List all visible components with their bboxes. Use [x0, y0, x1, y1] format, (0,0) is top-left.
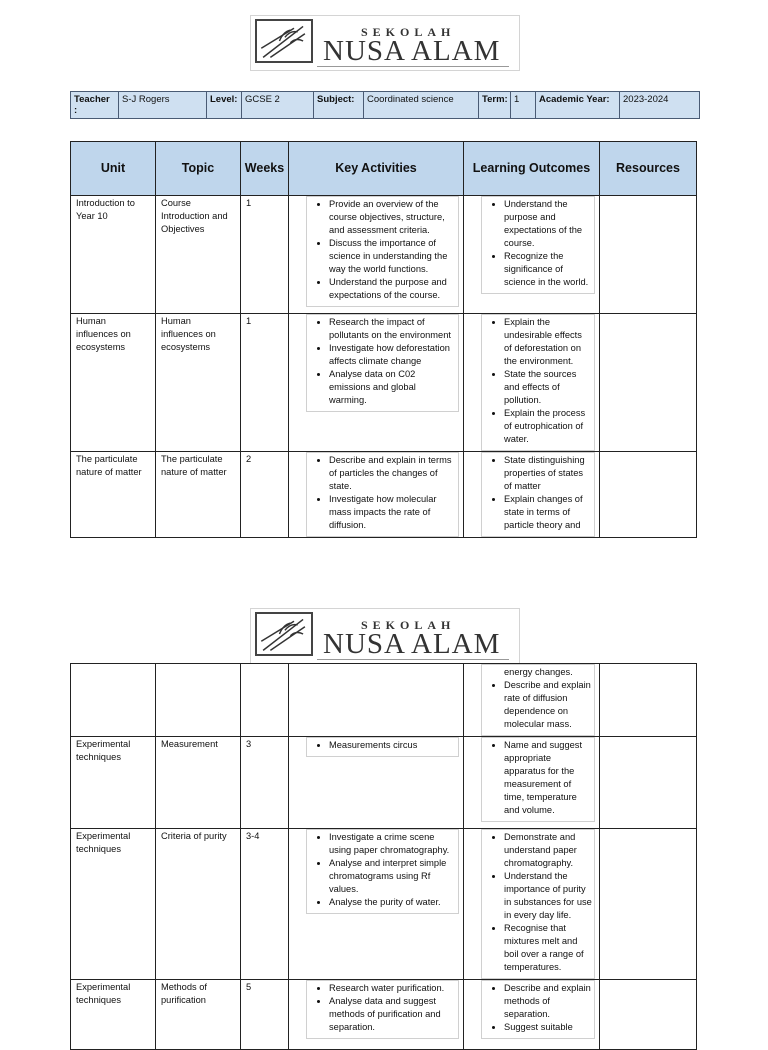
academic-year-value: 2023-2024 [620, 92, 700, 119]
unit-cell: Experimental techniques [71, 737, 156, 829]
outcome-item: • State distinguishing properties of states of matter [504, 454, 592, 493]
resources-cell [600, 196, 697, 314]
activities-cell [289, 829, 464, 980]
outcome-item: • Understand the importance of purity in substances for use in every day life. [504, 870, 592, 922]
activity-item: • Analyse data and suggest methods of purification and separation. [329, 995, 456, 1034]
activities-cell [289, 980, 464, 1050]
outcomes-cell [464, 196, 600, 314]
outcome-item: • Describe and explain rate of diffusion dependence on molecular mass. [504, 679, 592, 731]
outcome-item: • Demonstrate and understand paper chromatography. [504, 831, 592, 870]
outcome-continuation: energy changes. [504, 667, 573, 677]
column-header-unit: Unit [71, 142, 156, 196]
unit-cell: Experimental techniques [71, 980, 156, 1050]
activity-item: • Research the impact of pollutants on the environment [329, 316, 456, 342]
activity-item: • Research water purification. [329, 982, 456, 995]
scheme-of-work-table [70, 141, 697, 538]
unit-cell: Experimental techniques [71, 829, 156, 980]
logo-underline [317, 66, 509, 67]
resources-cell [600, 737, 697, 829]
weeks-cell: 2 [241, 452, 289, 538]
activity-item: • Analyse and interpret simple chromatograms using Rf values. [329, 857, 456, 896]
school-logo [250, 15, 520, 71]
outcome-item: • Explain the undesirable effects of deforestation on the environment. [504, 316, 592, 368]
subject-label: Subject: [314, 92, 364, 119]
activities-cell [289, 196, 464, 314]
activity-item: • Understand the purpose and expectations of the course. [329, 276, 456, 302]
topic-cell: Methods of purification [156, 980, 241, 1050]
resources-cell [600, 980, 697, 1050]
activity-item: • Investigate a crime scene using paper chromatography. [329, 831, 456, 857]
topic-cell: Criteria of purity [156, 829, 241, 980]
term-label: Term: [479, 92, 511, 119]
topic-cell: Human influences on ecosystems [156, 314, 241, 452]
table-row [71, 737, 697, 829]
column-header-weeks: Weeks [241, 142, 289, 196]
weeks-cell: 3 [241, 737, 289, 829]
topic-cell: Course Introduction and Objectives [156, 196, 241, 314]
outcome-item: • Understand the purpose and expectations of the course. [504, 198, 592, 250]
resources-cell [600, 664, 697, 737]
teacher-label: Teacher : [71, 92, 119, 119]
activities-cell [289, 664, 464, 737]
weeks-cell: 5 [241, 980, 289, 1050]
resources-cell [600, 452, 697, 538]
teacher-value: S-J Rogers [119, 92, 207, 119]
table-row [71, 196, 697, 314]
outcome-item: • Name and suggest appropriate apparatus for the measurement of time, temperature and volume. [504, 739, 592, 817]
activities-cell [289, 737, 464, 829]
outcome-item: • Explain the process of eutrophication of water. [504, 407, 592, 446]
topic-cell: Measurement [156, 737, 241, 829]
column-header-resources: Resources [600, 142, 697, 196]
logo-top-text: SEKOLAH [361, 618, 456, 632]
topic-cell: The particulate nature of matter [156, 452, 241, 538]
unit-cell: Human influences on ecosystems [71, 314, 156, 452]
weeks-cell: 1 [241, 196, 289, 314]
column-header-key-activities: Key Activities [289, 142, 464, 196]
outcome-item: • Describe and explain methods of separation. [504, 982, 592, 1021]
subject-value: Coordinated science [364, 92, 479, 119]
logo-main-text: NUSA ALAM [323, 628, 501, 660]
outcomes-cell [464, 452, 600, 538]
activity-item: • Measurements circus [329, 739, 456, 752]
activity-item: • Investigate how deforestation affects climate change [329, 342, 456, 368]
unit-cell [71, 664, 156, 737]
weeks-cell: 1 [241, 314, 289, 452]
academic-year-label: Academic Year: [536, 92, 620, 119]
term-value: 1 [511, 92, 536, 119]
table-row [71, 829, 697, 980]
outcomes-cell [464, 664, 600, 737]
table-header-row [71, 142, 697, 196]
outcome-item: • Suggest suitable [504, 1021, 592, 1034]
outcomes-cell [464, 737, 600, 829]
unit-cell: Introduction to Year 10 [71, 196, 156, 314]
resources-cell [600, 829, 697, 980]
logo-main-text: NUSA ALAM [323, 35, 501, 67]
level-label: Level: [207, 92, 242, 119]
activity-item: • Provide an overview of the course objectives, structure, and assessment criteria. [329, 198, 456, 237]
wheat-emblem-icon [255, 612, 313, 656]
course-info-table [70, 91, 700, 119]
wheat-emblem-icon [255, 19, 313, 63]
table-row [71, 452, 697, 538]
logo-underline [317, 659, 509, 660]
activity-item: • Describe and explain in terms of particles the changes of state. [329, 454, 456, 493]
outcome-item: • State the sources and effects of pollution. [504, 368, 592, 407]
logo-top-text: SEKOLAH [361, 25, 456, 39]
table-row [71, 664, 697, 737]
activity-item: • Analyse the purity of water. [329, 896, 456, 909]
activity-item: • Discuss the importance of science in understanding the way the world functions. [329, 237, 456, 276]
outcome-item: • Explain changes of state in terms of particle theory and [504, 493, 592, 532]
activities-cell [289, 452, 464, 538]
topic-cell [156, 664, 241, 737]
activity-item: • Investigate how molecular mass impacts the rate of diffusion. [329, 493, 456, 532]
resources-cell [600, 314, 697, 452]
outcomes-cell [464, 314, 600, 452]
outcomes-cell [464, 829, 600, 980]
column-header-topic: Topic [156, 142, 241, 196]
table-row [71, 314, 697, 452]
outcomes-cell [464, 980, 600, 1050]
level-value: GCSE 2 [242, 92, 314, 119]
scheme-of-work-table-continued [70, 663, 697, 1050]
unit-cell: The particulate nature of matter [71, 452, 156, 538]
activity-item: • Analyse data on C02 emissions and global warming. [329, 368, 456, 407]
weeks-cell: 3-4 [241, 829, 289, 980]
table-row [71, 980, 697, 1050]
outcome-item: • Recognise that mixtures melt and boil over a range of temperatures. [504, 922, 592, 974]
activities-cell [289, 314, 464, 452]
school-logo-page-2 [250, 608, 520, 664]
outcome-item: • Recognize the significance of science in the world. [504, 250, 592, 289]
column-header-learning-outcomes: Learning Outcomes [464, 142, 600, 196]
weeks-cell [241, 664, 289, 737]
